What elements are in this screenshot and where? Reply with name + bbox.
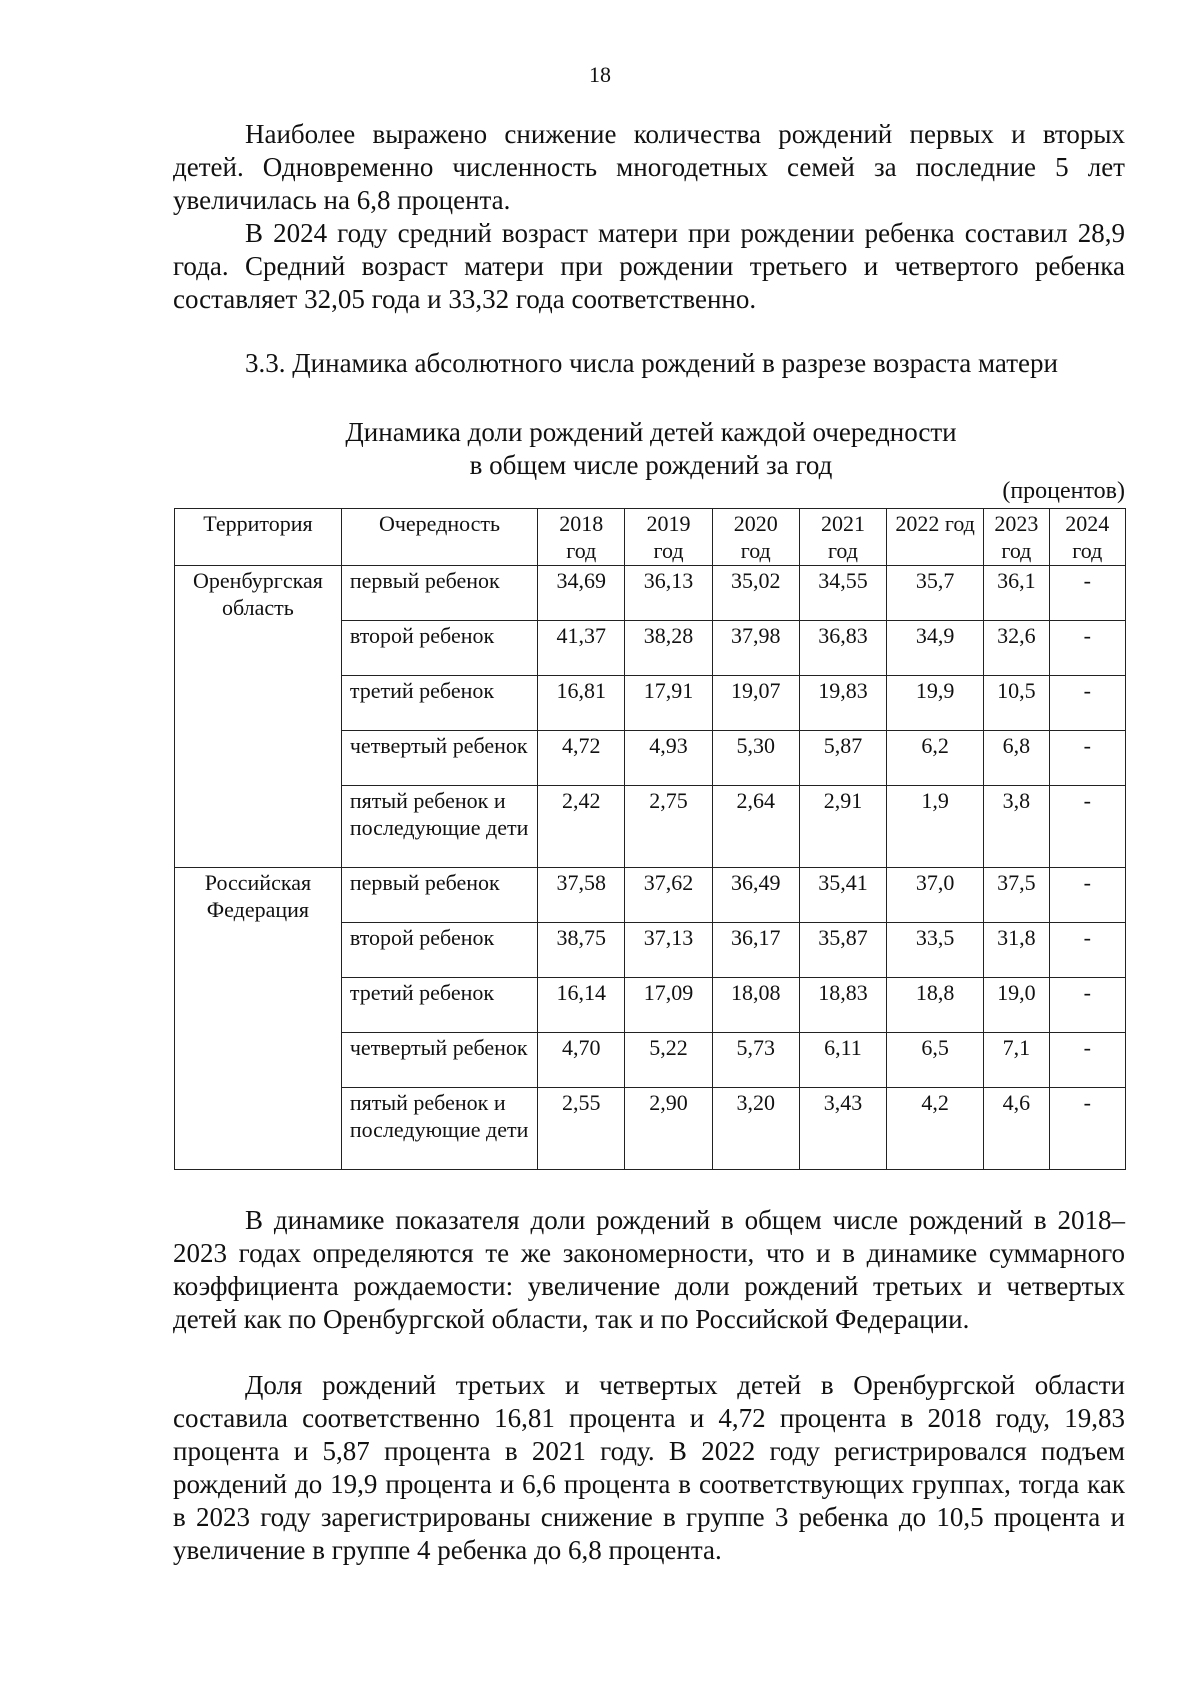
table-row <box>175 868 1126 923</box>
value-cell: 3,43 <box>799 1088 886 1170</box>
value-cell: - <box>1049 1033 1125 1088</box>
territory-cell: Российская Федерация <box>175 868 342 1170</box>
value-cell: 32,6 <box>984 621 1049 676</box>
value-cell: 19,9 <box>887 676 984 731</box>
page-number: 18 <box>589 62 611 87</box>
value-cell: - <box>1049 621 1125 676</box>
value-cell: 6,5 <box>887 1033 984 1088</box>
value-cell: 7,1 <box>984 1033 1049 1088</box>
value-cell: 5,87 <box>799 731 886 786</box>
value-cell: - <box>1049 1088 1125 1170</box>
paragraph-orenburg-shares: Доля рождений третьих и четвертых детей в Оренбургской области составила соответственно 16,81 процента и 4,72 процента в 2018 году, 19,83 процента и 5,87 процента в 2021 году. В 2022 году регистрировался подъем рождений до 19,9 процента и 6,6 процента в соответствующих группах, тогда как в 2023 году зарегистрированы снижение в группе 3 ребенка до 10,5 процента и увеличение в группе 4 ребенка до 6,8 процента. <box>173 1370 1125 1565</box>
value-cell: 35,7 <box>887 566 984 621</box>
header-territory: Территория <box>175 509 342 566</box>
header-order: Очередность <box>341 509 537 566</box>
value-cell: 17,09 <box>625 978 712 1033</box>
order-cell: первый ребенок <box>341 868 537 923</box>
section-heading: 3.3. Динамика абсолютного числа рождений в разрезе возраста матери <box>245 348 1058 378</box>
value-cell: 36,17 <box>712 923 799 978</box>
value-cell: 17,91 <box>625 676 712 731</box>
order-cell: второй ребенок <box>341 923 537 978</box>
value-cell: 36,1 <box>984 566 1049 621</box>
order-cell: пятый ребенок и последующие дети <box>341 786 537 868</box>
value-cell: 41,37 <box>538 621 625 676</box>
order-cell: четвертый ребенок <box>341 731 537 786</box>
value-cell: 5,30 <box>712 731 799 786</box>
header-year-2020: 2020 год <box>712 509 799 566</box>
order-cell: первый ребенок <box>341 566 537 621</box>
value-cell: 6,2 <box>887 731 984 786</box>
header-year-2018: 2018 год <box>538 509 625 566</box>
value-cell: 16,14 <box>538 978 625 1033</box>
value-cell: 34,69 <box>538 566 625 621</box>
paragraph-mother-age: В 2024 году средний возраст матери при рождении ребенка составил 28,9 года. Средний возраст матери при рождении третьего и четвертого ребенка составляет 32,05 года и 33,32 года соответственно. <box>173 218 1125 314</box>
value-cell: 19,0 <box>984 978 1049 1033</box>
header-year-2021: 2021 год <box>799 509 886 566</box>
value-cell: 4,72 <box>538 731 625 786</box>
value-cell: - <box>1049 676 1125 731</box>
value-cell: 10,5 <box>984 676 1049 731</box>
value-cell: 35,41 <box>799 868 886 923</box>
value-cell: - <box>1049 731 1125 786</box>
order-cell: третий ребенок <box>341 676 537 731</box>
value-cell: 37,5 <box>984 868 1049 923</box>
value-cell: 37,62 <box>625 868 712 923</box>
value-cell: 37,0 <box>887 868 984 923</box>
value-cell: 34,55 <box>799 566 886 621</box>
value-cell: 18,8 <box>887 978 984 1033</box>
value-cell: 36,83 <box>799 621 886 676</box>
order-cell: второй ребенок <box>341 621 537 676</box>
value-cell: 38,28 <box>625 621 712 676</box>
value-cell: 4,2 <box>887 1088 984 1170</box>
value-cell: 3,20 <box>712 1088 799 1170</box>
value-cell: 37,13 <box>625 923 712 978</box>
value-cell: 2,64 <box>712 786 799 868</box>
value-cell: 3,8 <box>984 786 1049 868</box>
value-cell: 37,98 <box>712 621 799 676</box>
value-cell: 5,22 <box>625 1033 712 1088</box>
value-cell: - <box>1049 923 1125 978</box>
value-cell: 16,81 <box>538 676 625 731</box>
table-title-line-2: в общем числе рождений за год <box>469 450 833 480</box>
header-year-2023: 2023 год <box>984 509 1049 566</box>
value-cell: 6,11 <box>799 1033 886 1088</box>
value-cell: 4,6 <box>984 1088 1049 1170</box>
value-cell: 18,83 <box>799 978 886 1033</box>
birth-order-share-table <box>174 508 1126 1170</box>
value-cell: 36,13 <box>625 566 712 621</box>
value-cell: 38,75 <box>538 923 625 978</box>
value-cell: 4,70 <box>538 1033 625 1088</box>
table-header-row <box>175 509 1126 566</box>
header-year-2019: 2019 год <box>625 509 712 566</box>
table-title <box>175 416 1127 482</box>
value-cell: 19,83 <box>799 676 886 731</box>
value-cell: 2,75 <box>625 786 712 868</box>
value-cell: 33,5 <box>887 923 984 978</box>
order-cell: четвертый ребенок <box>341 1033 537 1088</box>
value-cell: 36,49 <box>712 868 799 923</box>
table-row <box>175 566 1126 621</box>
table-title-line-1: Динамика доли рождений детей каждой очередности <box>345 417 957 447</box>
value-cell: - <box>1049 786 1125 868</box>
value-cell: 18,08 <box>712 978 799 1033</box>
territory-cell: Оренбургская область <box>175 566 342 868</box>
header-year-2022: 2022 год <box>887 509 984 566</box>
value-cell: 2,90 <box>625 1088 712 1170</box>
value-cell: - <box>1049 868 1125 923</box>
value-cell: 5,73 <box>712 1033 799 1088</box>
value-cell: 19,07 <box>712 676 799 731</box>
value-cell: 2,42 <box>538 786 625 868</box>
value-cell: - <box>1049 566 1125 621</box>
value-cell: - <box>1049 978 1125 1033</box>
value-cell: 31,8 <box>984 923 1049 978</box>
header-year-2024: 2024 год <box>1049 509 1125 566</box>
table-unit: (процентов) <box>1002 478 1125 504</box>
value-cell: 2,55 <box>538 1088 625 1170</box>
order-cell: пятый ребенок и последующие дети <box>341 1088 537 1170</box>
paragraph-births-decline: Наиболее выражено снижение количества рождений первых и вторых детей. Одновременно численность многодетных семей за последние 5 лет увеличилась на 6,8 процента. <box>173 119 1125 215</box>
value-cell: 35,87 <box>799 923 886 978</box>
value-cell: 4,93 <box>625 731 712 786</box>
order-cell: третий ребенок <box>341 978 537 1033</box>
paragraph-dynamics: В динамике показателя доли рождений в общем числе рождений в 2018–2023 годах определяются те же закономерности, что и в динамике суммарного коэффициента рождаемости: увеличение доли рождений третьих и четвертых детей как по Оренбургской области, так и по Российской Федерации. <box>173 1205 1125 1334</box>
value-cell: 2,91 <box>799 786 886 868</box>
value-cell: 6,8 <box>984 731 1049 786</box>
value-cell: 37,58 <box>538 868 625 923</box>
value-cell: 34,9 <box>887 621 984 676</box>
value-cell: 1,9 <box>887 786 984 868</box>
value-cell: 35,02 <box>712 566 799 621</box>
